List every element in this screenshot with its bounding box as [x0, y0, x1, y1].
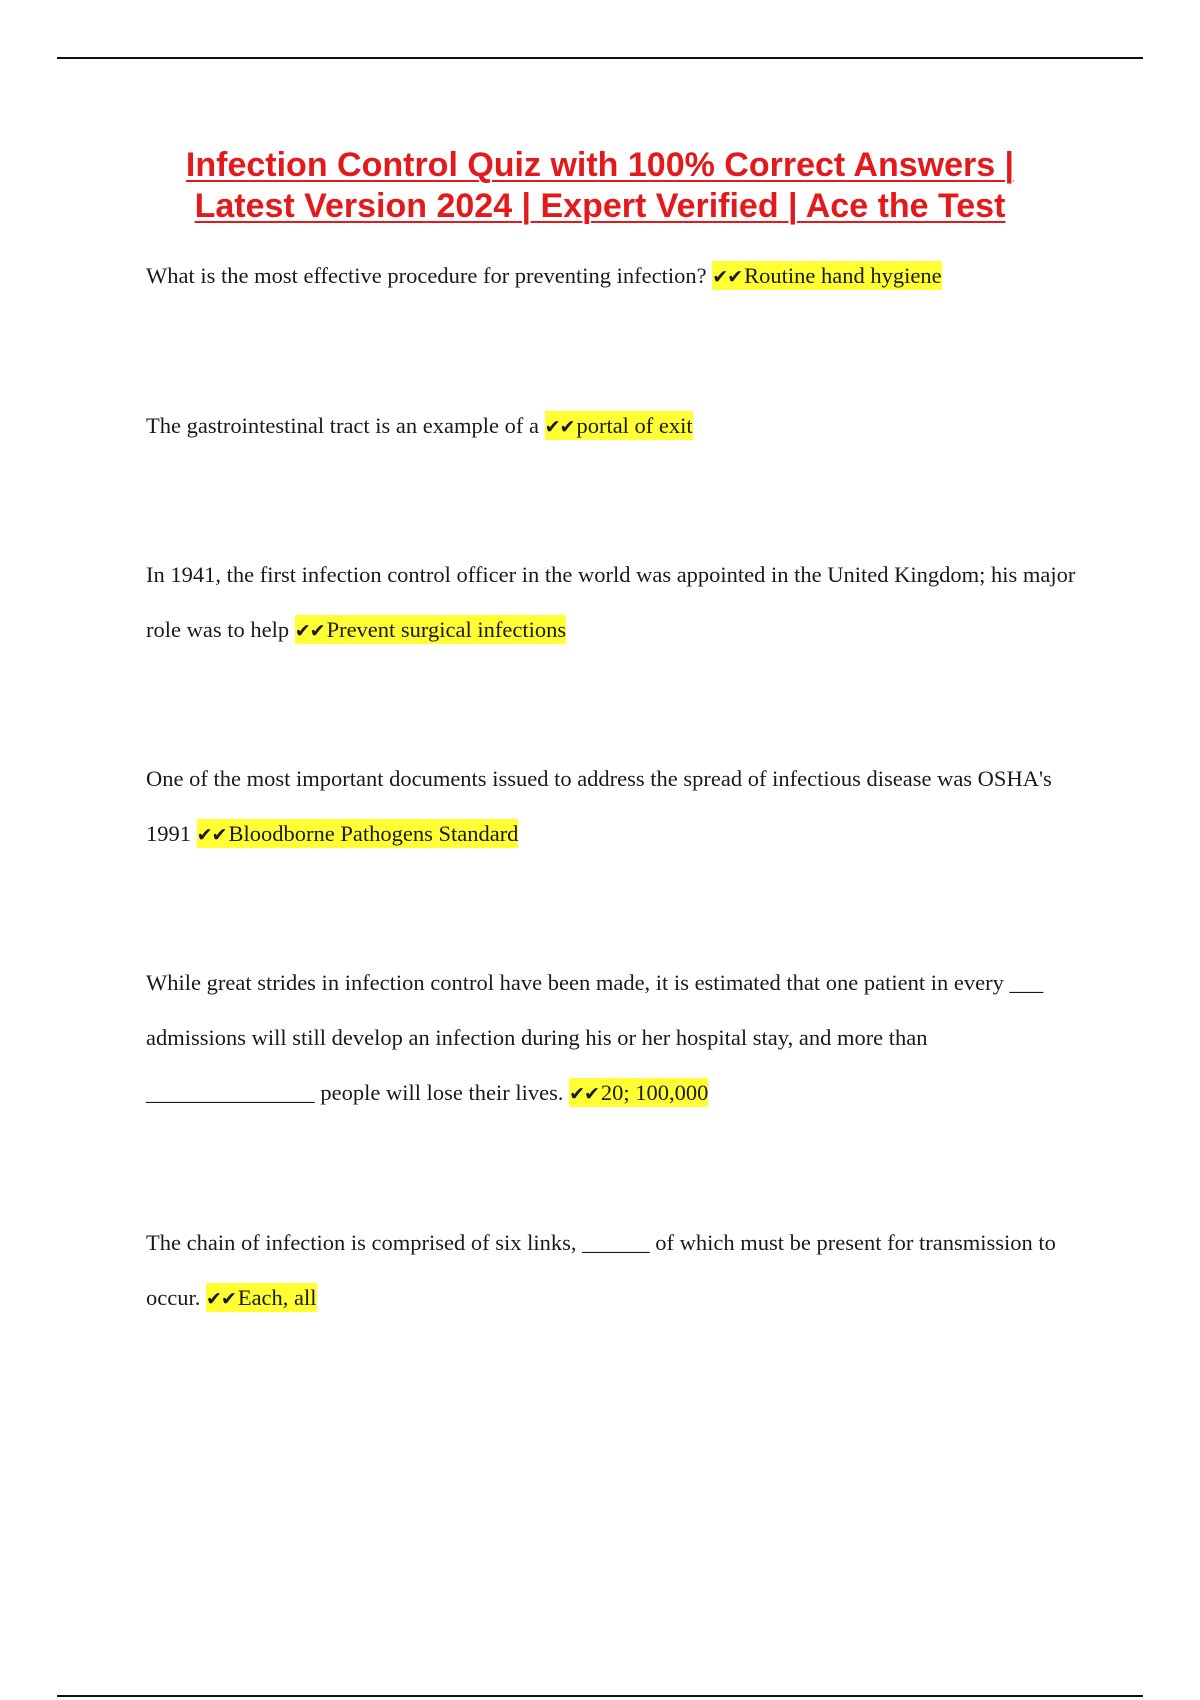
answer-highlight: [569, 1078, 708, 1107]
title-line-1: Infection Control Quiz with 100% Correct Answers |: [185, 146, 1015, 184]
question-item-5: [146, 955, 1091, 1122]
answer-text: 20; 100,000: [600, 1080, 709, 1105]
answer-text: Routine hand hygiene: [744, 263, 942, 288]
double-check-icon: ✔✔: [544, 416, 575, 438]
question-item-6: [146, 1215, 1091, 1327]
document-title: [120, 145, 1080, 227]
answer-highlight: [712, 261, 941, 290]
double-check-icon: ✔✔: [205, 1288, 236, 1310]
answer-text: Each, all: [237, 1285, 317, 1310]
double-check-icon: ✔✔: [569, 1083, 599, 1105]
question-text: One of the most important documents issued to address the spread of infectious disease was OSHA's 1991: [146, 766, 1052, 846]
answer-highlight: [197, 819, 519, 848]
question-text: What is the most effective procedure for preventing infection?: [146, 263, 707, 288]
double-check-icon: ✔✔: [712, 266, 743, 288]
title-line-2: Latest Version 2024 | Expert Verified | Ace the Test: [194, 187, 1006, 225]
double-check-icon: ✔✔: [196, 824, 227, 846]
bottom-rule: [57, 1695, 1143, 1697]
double-check-icon: ✔✔: [294, 620, 325, 642]
question-item-4: [146, 751, 1091, 863]
answer-text: portal of exit: [576, 413, 693, 438]
answer-text: Bloodborne Pathogens Standard: [228, 821, 519, 846]
question-item-1: [146, 248, 1091, 305]
question-text: In 1941, the first infection control officer in the world was appointed in the United Kingdom; his major role was to help: [146, 562, 1076, 642]
answer-highlight: [295, 615, 566, 644]
question-text: While great strides in infection control have been made, it is estimated that one patient in every ___ admissions will still develop an infection during his or her hospital stay, and more than _______________ people will lose their lives.: [146, 970, 1044, 1105]
answer-highlight: [545, 411, 693, 440]
question-text: The gastrointestinal tract is an example of a: [146, 413, 539, 438]
question-text: The chain of infection is comprised of six links, ______ of which must be present for transmission to occur.: [146, 1230, 1056, 1310]
question-item-2: [146, 398, 1091, 455]
answer-highlight: [206, 1283, 317, 1312]
top-rule: [57, 57, 1143, 59]
question-item-3: [146, 547, 1091, 659]
answer-text: Prevent surgical infections: [326, 617, 567, 642]
